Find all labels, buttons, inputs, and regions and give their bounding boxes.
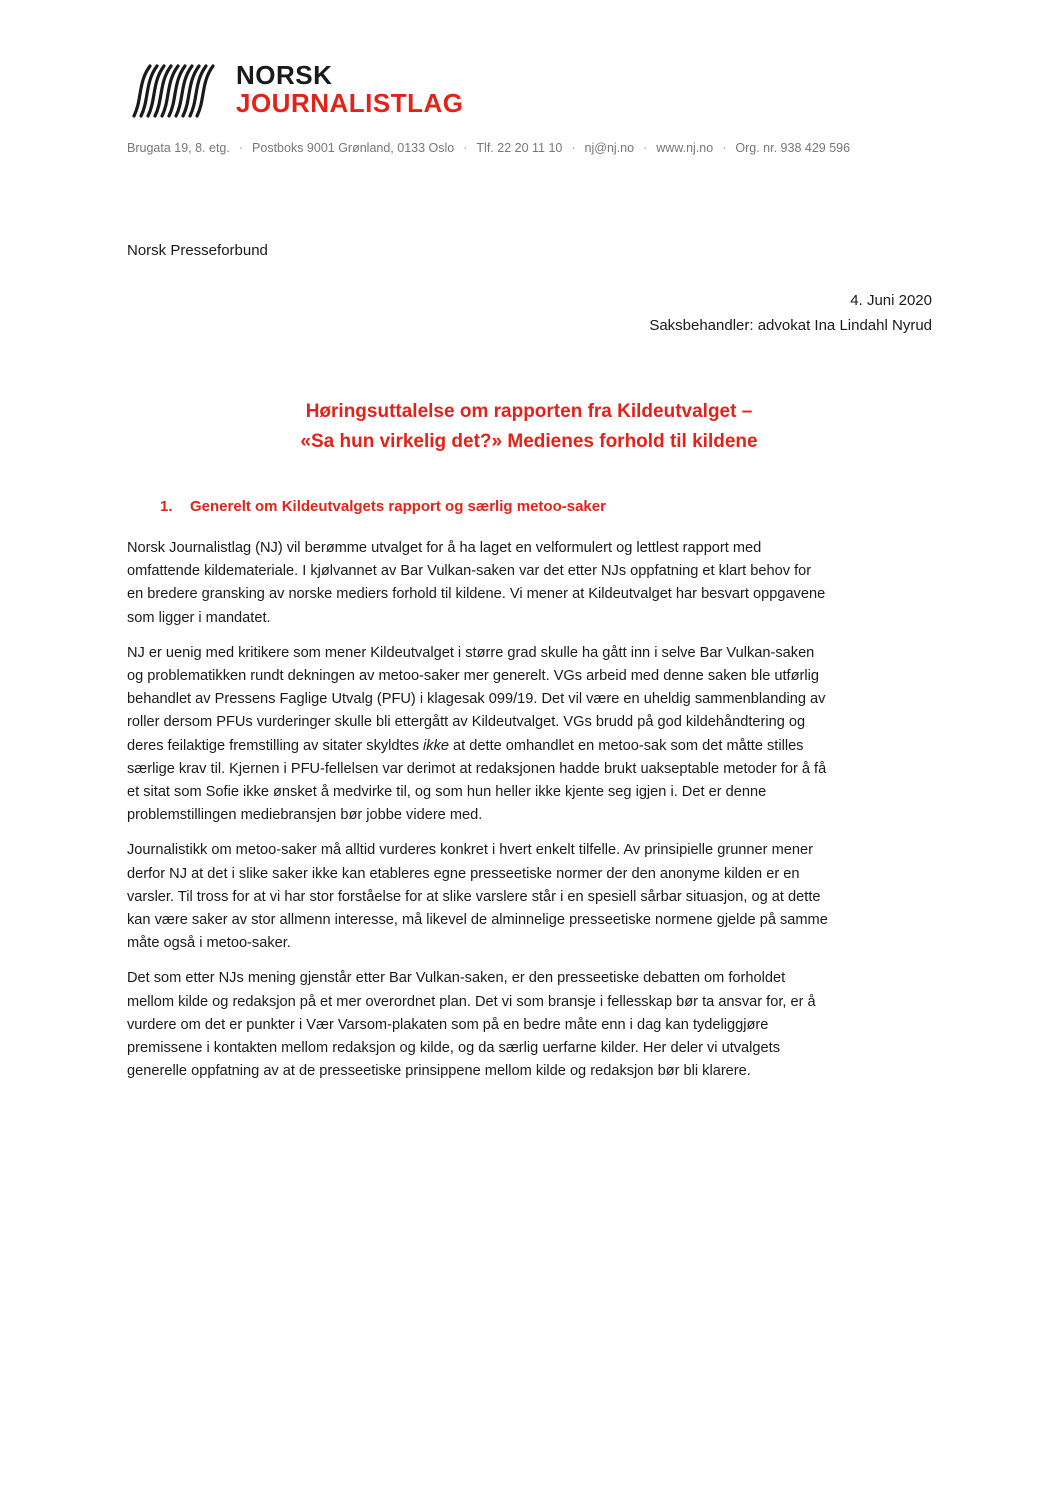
text-line: varsler. Til tross for at vi har stor forståelse for at slike varslere står i en spesiell sårbar situasjon, og at dette xyxy=(127,888,821,905)
paragraph xyxy=(127,642,937,828)
text-line: vurdere om det er punkter i Vær Varsom-plakaten som på en bedre måte enn i dag kan tydeliggjøre xyxy=(127,1016,769,1033)
text-line: derfor NJ at det i slike saker ikke kan etableres egne presseetiske normer der den anonyme kilden er en xyxy=(127,865,800,882)
org-name-line2: JOURNALISTLAG xyxy=(236,88,464,118)
contact-separator: · xyxy=(643,141,648,155)
text-line: behandlet av Pressens Faglige Utvalg (PFU) i klagesak 099/19. Det vil være en uheldig sammenblanding av xyxy=(127,691,826,708)
text-line: problemstillingen mediebransjen bør jobbe videre med. xyxy=(127,807,483,824)
contact-address: Brugata 19, 8. etg. xyxy=(127,141,230,155)
contact-website: www.nj.no xyxy=(656,141,714,155)
contact-separator: · xyxy=(571,141,576,155)
paragraph xyxy=(127,537,937,630)
text-line: og problematikken rundt dekningen av metoo-saker mer generelt. VGs arbeid med denne saken ble utførlig xyxy=(127,668,819,685)
contact-line xyxy=(127,141,850,155)
text-line: generelle oppfatning av at de presseetiske prinsippene mellom kilde og redaksjon bør bli klarere. xyxy=(127,1063,751,1080)
text-line: som ligger i mandatet. xyxy=(127,609,271,626)
section-title: Generelt om Kildeutvalgets rapport og særlig metoo-saker xyxy=(190,498,606,515)
case-handler: Saksbehandler: advokat Ina Lindahl Nyrud xyxy=(649,317,932,334)
org-name-line1: NORSK xyxy=(236,60,333,90)
stripes-logo-icon xyxy=(128,60,228,122)
letter-date: 4. Juni 2020 xyxy=(850,292,932,309)
emphasis: ikke xyxy=(423,737,449,754)
recipient: Norsk Presseforbund xyxy=(127,242,268,259)
text-line: kan være saker av stor allmenn interesse, må likevel de alminnelige presseetiske normene gjelde på samme xyxy=(127,912,828,929)
text-line: deres feilaktige fremstilling av sitater skyldtes ikke at dette omhandlet en metoo-sak som det måtte stilles xyxy=(127,737,804,754)
text-line: særlige krav til. Kjernen i PFU-fellelsen var derimot at redaksjonen hadde brukt uakseptable metoder for å få xyxy=(127,760,827,777)
title-line-1: Høringsuttalelse om rapporten fra Kildeutvalget – xyxy=(305,401,753,422)
letterhead-logo xyxy=(128,58,464,128)
paragraph xyxy=(127,839,937,955)
contact-phone: Tlf. 22 20 11 10 xyxy=(476,141,563,155)
text-line: måte også i metoo-saker. xyxy=(127,935,291,952)
contact-org-number: Org. nr. 938 429 596 xyxy=(735,141,851,155)
text-line: Journalistikk om metoo-saker må alltid vurderes konkret i hvert enkelt tilfelle. Av prinsipielle grunner mener xyxy=(127,842,813,859)
text-line: roller dersom PFUs vurderinger skulle bli ettergått av Kildeutvalget. VGs brudd på god kildehåndtering og xyxy=(127,714,806,731)
contact-separator: · xyxy=(238,141,244,155)
contact-separator: · xyxy=(722,141,727,155)
contact-postbox: Postboks 9001 Grønland, 0133 Oslo xyxy=(252,141,455,155)
title-line-2: «Sa hun virkelig det?» Medienes forhold til kildene xyxy=(300,431,758,452)
paragraph xyxy=(127,967,937,1083)
body-text xyxy=(127,537,937,1095)
text-line: Det som etter NJs mening gjenstår etter Bar Vulkan-saken, er den presseetiske debatten om forholdet xyxy=(127,970,786,987)
contact-email: nj@nj.no xyxy=(584,141,635,155)
text-line: Norsk Journalistlag (NJ) vil berømme utvalget for å ha laget en velformulert og lettlest rapport med xyxy=(127,540,762,556)
text-line: mellom kilde og redaksjon på et mer overordnet plan. Det vi som bransje i fellesskap bør ta ansvar for, er å xyxy=(127,993,816,1010)
text-line: omfattende kildemateriale. I kjølvannet av Bar Vulkan-saken var det etter NJs oppfatning et klart behov for xyxy=(127,563,812,580)
text-line: et sitat som Sofie ikke ønsket å medvirke til, og som hun heller ikke kjente seg igjen i. Det er denne xyxy=(127,784,767,801)
document-title xyxy=(0,397,1058,457)
text-line: premissene i kontakten mellom redaksjon og kilde, og da særlig uerfarne kilder. Her deler vi utvalgets xyxy=(127,1040,780,1057)
section-number: 1. xyxy=(160,498,173,515)
date-block xyxy=(649,288,932,338)
contact-separator: · xyxy=(463,141,468,155)
text-line: en bredere gransking av norske mediers forhold til kildene. Vi mener at Kildeutvalget har besvart oppgavene xyxy=(127,586,826,603)
text-line: NJ er uenig med kritikere som mener Kildeutvalget i større grad skulle ha gått inn i selve Bar Vulkan-saken xyxy=(127,644,815,661)
section-heading xyxy=(160,498,606,515)
